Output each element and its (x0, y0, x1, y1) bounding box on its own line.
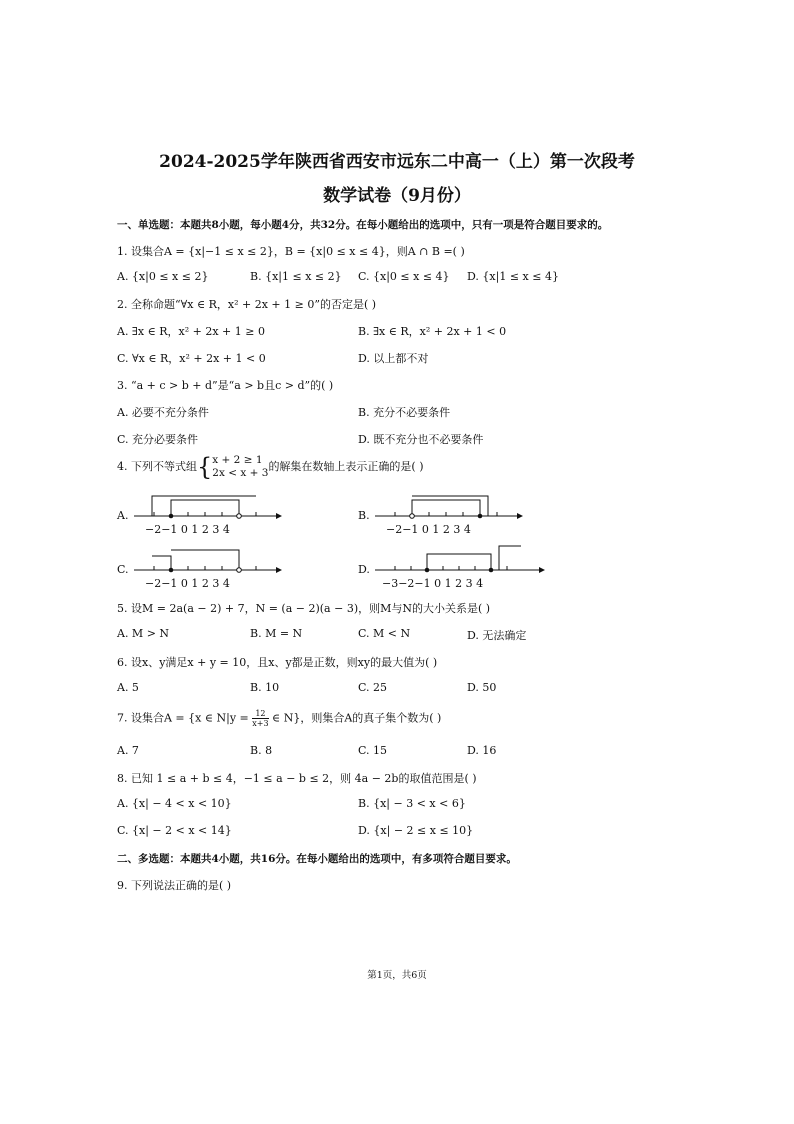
q1-option-d: D. {x|1 ≤ x ≤ 4} (467, 270, 559, 283)
q5-option-d: D. 无法确定 (467, 629, 527, 642)
q7-fraction-denominator: x+3 (252, 719, 269, 728)
q7-option-c: C. 15 (358, 744, 388, 757)
question-3-stem: 3. “a + c > b + d”是“a > b且c > d”的( ) (117, 379, 334, 392)
q4-option-d-tick-labels: −3−2−1 0 1 2 3 4 (382, 577, 484, 590)
q7-option-a: A. 7 (117, 744, 139, 757)
q4-option-b-tick-labels: −2−1 0 1 2 3 4 (386, 523, 471, 536)
q2-option-c: C. ∀x ∈ R，x² + 2x + 1 < 0 (117, 352, 266, 365)
q5-option-b: B. M = N (250, 627, 303, 640)
q3-option-b: B. 充分不必要条件 (358, 406, 451, 419)
q8-option-d: D. {x| − 2 ≤ x ≤ 10} (358, 824, 474, 837)
q7-stem-prefix: 7. 设集合A = {x ∈ N|y = (117, 711, 253, 725)
q1-option-c: C. {x|0 ≤ x ≤ 4} (358, 270, 450, 283)
q5-option-c: C. M < N (358, 627, 411, 640)
q7-option-b: B. 8 (250, 744, 273, 757)
q1-option-b: B. {x|1 ≤ x ≤ 2} (250, 270, 342, 283)
q8-option-b: B. {x| − 3 < x < 6} (358, 797, 466, 810)
q7-fraction-numerator: 12 (252, 709, 268, 719)
q7-option-d: D. 16 (467, 744, 497, 757)
section-1-heading: 一、单选题：本题共8小题，每小题4分，共32分。在每小题给出的选项中，只有一项是符合题目要求的。 (117, 219, 609, 231)
q4-stem-suffix: 的解集在数轴上表示正确的是( ) (268, 460, 424, 473)
q8-option-a: A. {x| − 4 < x < 10} (117, 797, 232, 810)
q6-option-a: A. 5 (117, 681, 139, 694)
q4-brace: { (197, 453, 213, 481)
q4-stem-prefix: 4. 下列不等式组 (117, 460, 197, 473)
q4-option-a-tick-labels: −2−1 0 1 2 3 4 (145, 523, 230, 536)
q4-inequality-1: x + 2 ≥ 1 (212, 454, 263, 466)
q7-fraction (252, 709, 268, 728)
question-9-stem: 9. 下列说法正确的是( ) (117, 879, 232, 892)
question-2-stem: 2. 全称命题“∀x ∈ R，x² + 2x + 1 ≥ 0”的否定是( ) (117, 298, 377, 311)
section-2-heading: 二、多选题：本题共4小题，共16分。在每小题给出的选项中，有多项符合题目要求。 (117, 853, 517, 865)
q5-option-a: A. M > N (117, 627, 170, 640)
exam-title: 2024-2025学年陕西省西安市远东二中高一（上）第一次段考 (159, 152, 635, 172)
q4-inequality-2: 2x < x + 3 (212, 467, 269, 479)
q4-option-c-label: C. (117, 563, 129, 576)
q2-option-b: B. ∃x ∈ R，x² + 2x + 1 < 0 (358, 325, 507, 338)
question-8-stem: 8. 已知 1 ≤ a + b ≤ 4，−1 ≤ a − b ≤ 2，则 4a − 2b的取值范围是( ) (117, 772, 477, 785)
q8-option-c: C. {x| − 2 < x < 14} (117, 824, 232, 837)
q7-stem-suffix: ∈ N}，则集合A的真子集个数为( ) (268, 711, 442, 725)
question-5-stem: 5. 设M = 2a(a − 2) + 7，N = (a − 2)(a − 3)，则M与N的大小关系是( ) (117, 602, 491, 615)
q3-option-d: D. 既不充分也不必要条件 (358, 433, 484, 446)
q3-option-c: C. 充分必要条件 (117, 433, 199, 446)
q6-option-d: D. 50 (467, 681, 497, 694)
q4-option-d-label: D. (358, 563, 370, 576)
q2-option-d: D. 以上都不对 (358, 352, 429, 365)
q4-option-c-tick-labels: −2−1 0 1 2 3 4 (145, 577, 230, 590)
exam-subtitle: 数学试卷（9月份） (323, 186, 471, 206)
question-4-stem (117, 454, 424, 480)
question-6-stem: 6. 设x、y满足x + y = 10，且x、y都是正数，则xy的最大值为( ) (117, 656, 438, 669)
q6-option-b: B. 10 (250, 681, 280, 694)
q6-option-c: C. 25 (358, 681, 388, 694)
q1-option-a: A. {x|0 ≤ x ≤ 2} (117, 270, 209, 283)
q4-option-b-label: B. (358, 509, 370, 522)
q4-inequality-system (212, 454, 268, 480)
q4-option-a-label: A. (117, 509, 129, 522)
question-1-stem: 1. 设集合A = {x|−1 ≤ x ≤ 2}，B = {x|0 ≤ x ≤ 4}，则A ∩ B =( ) (117, 245, 465, 258)
question-7-stem (117, 709, 441, 728)
q2-option-a: A. ∃x ∈ R，x² + 2x + 1 ≥ 0 (117, 325, 265, 338)
q3-option-a: A. 必要不充分条件 (117, 406, 209, 419)
page-footer: 第1页，共6页 (367, 970, 427, 981)
